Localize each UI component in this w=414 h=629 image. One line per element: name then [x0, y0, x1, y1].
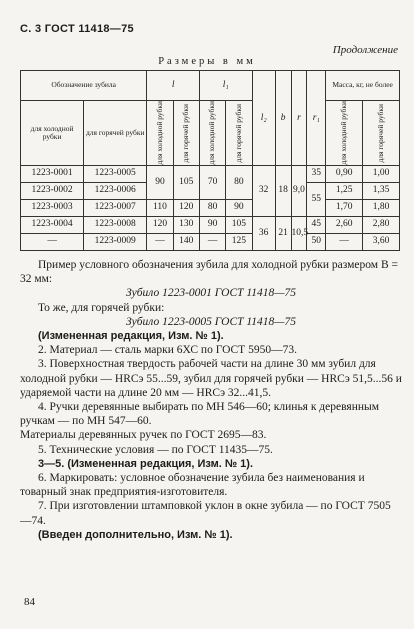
clause-3: 3. Поверхностная твердость рабочей части на длине 30 мм зубил для холодной рубки — HRCэ 55...59, зубил для горячей рубки — HRCэ 51,5...56 и ударяемой части на длине 20 мм — HRCэ 32...41,5. [20, 358, 402, 399]
revision-note: (Измененная редакция, Изм. № 1). [38, 330, 224, 343]
cell-l1-cold: 80 [199, 199, 225, 216]
clause-5: 5. Технические условия — по ГОСТ 11435—75. [38, 443, 273, 456]
cell-cold: 1223-0004 [21, 216, 84, 233]
revision-note-added: (Введен дополнительно, Изм. № 1). [38, 528, 233, 541]
clause-2: 2. Материал — сталь марки 6ХС по ГОСТ 5950—73. [38, 344, 297, 357]
table-row [21, 216, 400, 233]
cell-hot: 1223-0008 [84, 216, 147, 233]
cell-l2: 32 [252, 165, 275, 216]
cell-b: 21 [275, 216, 291, 250]
example-designation-hot: Зубило 1223-0005 ГОСТ 11418—75 [125, 315, 297, 328]
header-l: l [147, 71, 200, 101]
cell-l1-hot: 105 [226, 216, 252, 233]
cell-mass-cold: 0,90 [326, 165, 363, 182]
document-body [20, 258, 402, 542]
cell-cold: — [21, 233, 84, 250]
cell-l-cold: 120 [147, 216, 173, 233]
cell-l1-cold: — [199, 233, 225, 250]
cell-l-cold: 90 [147, 165, 173, 199]
cell-mass-cold: 2,60 [326, 216, 363, 233]
continuation-label: Продолжение [332, 44, 398, 56]
cell-cold: 1223-0002 [21, 182, 84, 199]
table-row [21, 165, 400, 182]
table-row [21, 199, 400, 216]
clause-6: 6. Маркировать: условное обозначение зубила без наименования и товарный знак предприятия-изготовителя. [20, 472, 365, 499]
header-hot: для горячей рубки [84, 101, 147, 166]
cell-mass-hot: 1,35 [363, 182, 400, 199]
cell-cold: 1223-0001 [21, 165, 84, 182]
example-hot-intro: То же, для горячей рубки: [38, 301, 165, 314]
example-intro: Пример условного обозначения зубила для холодной рубки размером B = 32 мм: [20, 259, 398, 286]
cell-l-cold: — [147, 233, 173, 250]
clause-4: 4. Ручки деревянные выбирать по МН 546—60; клинья к деревянным ручкам — по МН 547—60. [20, 401, 380, 428]
cell-r: 10,5 [291, 216, 307, 250]
sizes-title: Размеры в мм [158, 56, 256, 67]
revision-note-3-5: 3—5. (Измененная редакция, Изм. № 1). [38, 457, 254, 470]
header-mass-hot: для горячей рубки [375, 103, 385, 163]
header-mass-cold: для холодной рубки [339, 101, 349, 165]
example-designation-cold: Зубило 1223-0001 ГОСТ 11418—75 [125, 287, 297, 300]
page-number: 84 [24, 596, 35, 608]
page-header: С. 3 ГОСТ 11418—75 [20, 23, 134, 35]
cell-hot: 1223-0007 [84, 199, 147, 216]
cell-r1: 50 [307, 233, 326, 250]
cell-l1-hot: 90 [226, 199, 252, 216]
clause-7: 7. При изготовлении штамповкой уклон в окне зубила — по ГОСТ 7505—74. [20, 500, 391, 527]
cell-hot: 1223-0006 [84, 182, 147, 199]
cell-l-hot: 120 [173, 199, 199, 216]
cell-mass-cold: — [326, 233, 363, 250]
header-cold: для холодной рубки [21, 101, 84, 166]
header-l2: l₂ [252, 71, 275, 166]
cell-l1-cold: 70 [199, 165, 225, 199]
cell-mass-cold: 1,70 [326, 199, 363, 216]
header-r: r [291, 71, 307, 166]
clause-4-materials: Материалы деревянных ручек по ГОСТ 2695—83. [20, 429, 267, 442]
cell-r1: 55 [307, 182, 326, 216]
cell-l-cold: 110 [147, 199, 173, 216]
cell-r: 9,0 [291, 165, 307, 216]
cell-l2: 36 [252, 216, 275, 250]
header-mass: Масса, кг, не более [326, 71, 400, 101]
cell-l1-hot: 80 [226, 165, 252, 199]
dimensions-table [20, 70, 400, 251]
header-b: b [275, 71, 291, 166]
cell-mass-hot: 3,60 [363, 233, 400, 250]
cell-l-hot: 130 [173, 216, 199, 233]
cell-l1-hot: 125 [226, 233, 252, 250]
header-l1-cold: для холодной рубки [207, 101, 217, 165]
header-l1: l₁ [199, 71, 252, 101]
cell-hot: 1223-0009 [84, 233, 147, 250]
table-row [21, 233, 400, 250]
header-l-cold: для холодной рубки [154, 101, 164, 165]
header-designation: Обозначение зубила [21, 71, 147, 101]
cell-r1: 45 [307, 216, 326, 233]
header-r1: r₁ [307, 71, 326, 166]
cell-mass-hot: 2,80 [363, 216, 400, 233]
cell-l-hot: 140 [173, 233, 199, 250]
cell-l-hot: 105 [173, 165, 199, 199]
cell-mass-cold: 1,25 [326, 182, 363, 199]
cell-mass-hot: 1,00 [363, 165, 400, 182]
cell-b: 18 [275, 165, 291, 216]
cell-mass-hot: 1,80 [363, 199, 400, 216]
cell-l1-cold: 90 [199, 216, 225, 233]
cell-hot: 1223-0005 [84, 165, 147, 182]
cell-cold: 1223-0003 [21, 199, 84, 216]
header-l-hot: для горячей рубки [181, 103, 191, 163]
header-l1-hot: для горячей рубки [233, 103, 243, 163]
cell-r1: 35 [307, 165, 326, 182]
